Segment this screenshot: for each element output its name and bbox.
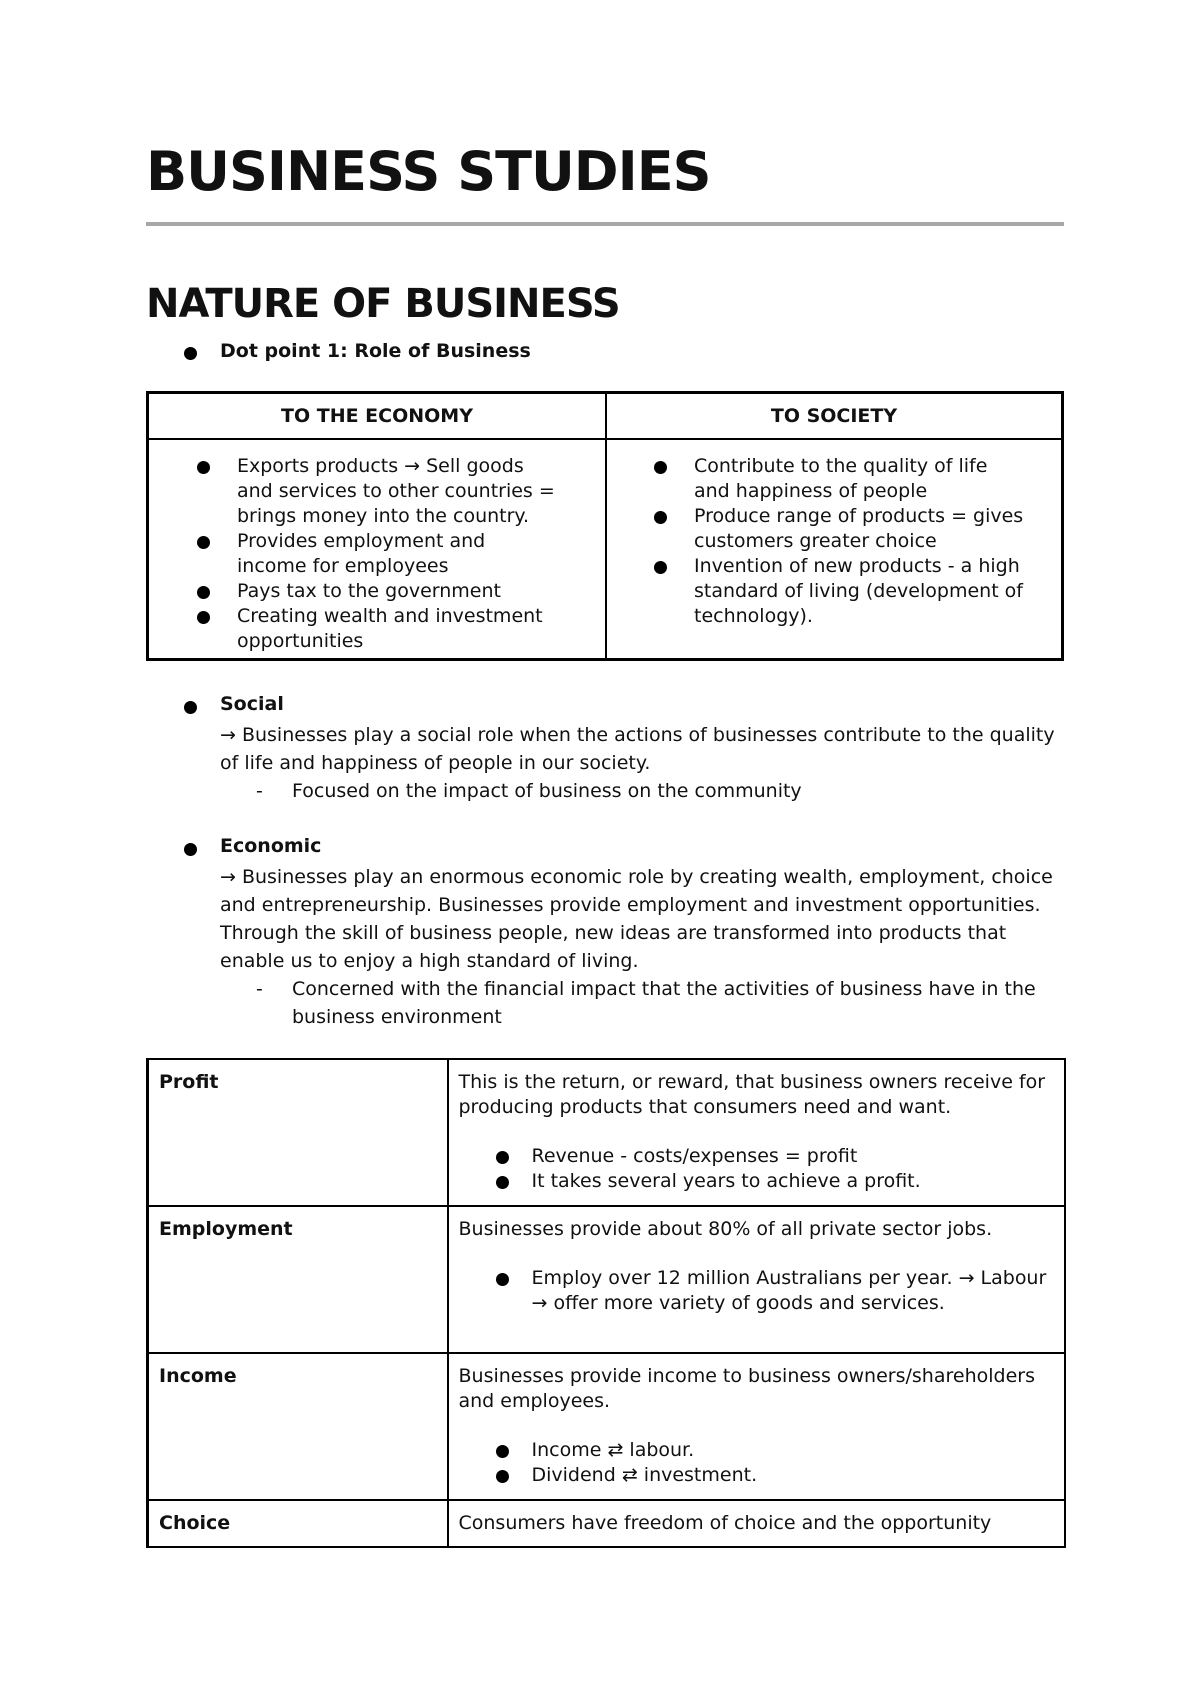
dash-marker: - [256, 978, 263, 1000]
bullet-icon [184, 843, 197, 856]
economy-item-text: Creating wealth and investment opportunities [237, 605, 543, 652]
dash-marker: - [256, 780, 263, 802]
economy-item-text: Provides employment and income for employees [237, 530, 486, 577]
society-item-text: Invention of new products - a high standard of living (development of technology). [694, 555, 1023, 627]
title-divider [146, 222, 1064, 226]
list-item [197, 529, 557, 579]
bullet-icon [197, 611, 210, 624]
society-item-text: Produce range of products = gives customers greater choice [694, 505, 1024, 552]
bullet-text: Revenue - costs/expenses = profit [531, 1145, 858, 1167]
economy-list [197, 454, 557, 654]
definition-text: This is the return, or reward, that business owners receive for producing products that consumers need and want. [458, 1071, 1046, 1118]
economic-description: → Businesses play an enormous economic role by creating wealth, employment, choice and entrepreneurship. Businesses provide employment and investment opportunities. Through the skill of business people, new ideas are transformed into products that enable us to enjoy a high standard of living. [220, 866, 1053, 972]
list-item [197, 579, 557, 604]
bullet-text: It takes several years to achieve a profit. [531, 1170, 921, 1192]
society-item-text: Contribute to the quality of life and happiness of people [694, 455, 988, 502]
definition-text: Consumers have freedom of choice and the opportunity [458, 1512, 992, 1534]
bullet-text: Income ⇄ labour. [531, 1439, 695, 1461]
document-title: BUSINESS STUDIES [146, 140, 711, 203]
definition-cell [448, 1059, 1065, 1206]
society-list [654, 454, 1024, 629]
bullet-text: Employ over 12 million Australians per year. → Labour → offer more variety of goods and services. [531, 1267, 1047, 1314]
table-row [148, 1059, 1065, 1206]
list-item [654, 554, 1024, 629]
definition-text: Businesses provide income to business owners/shareholders and employees. [458, 1365, 1035, 1412]
list-item [459, 1438, 1054, 1463]
sub-point-text: Concerned with the financial impact that the activities of business have in the business environment [292, 978, 1036, 1028]
definition-cell [448, 1500, 1065, 1547]
list-item [654, 504, 1024, 554]
definition-cell [448, 1206, 1065, 1353]
list-item [197, 454, 557, 529]
economic-heading: Economic [220, 835, 322, 857]
definition-text: Businesses provide about 80% of all private sector jobs. [458, 1218, 993, 1240]
bullet-icon [197, 461, 210, 474]
bullet-icon [654, 461, 667, 474]
bullet-icon [654, 511, 667, 524]
bullet-icon [654, 561, 667, 574]
bullet-icon [197, 536, 210, 549]
list-item [654, 454, 1024, 504]
bullet-list [459, 1438, 1054, 1488]
header-to-society: TO SOCIETY [770, 405, 898, 427]
economic-contributions-table [146, 1058, 1066, 1548]
social-description: → Businesses play a social role when the actions of businesses contribute to the quality of life and happiness of people in our society. [220, 724, 1055, 774]
bullet-text: Dividend ⇄ investment. [531, 1464, 758, 1486]
column-divider [605, 394, 607, 658]
list-item [459, 1144, 1054, 1169]
bullet-list [459, 1266, 1054, 1316]
bullet-icon [496, 1273, 509, 1286]
table-row [148, 1206, 1065, 1353]
bullet-icon [197, 586, 210, 599]
table-row [148, 1500, 1065, 1547]
bullet-icon [184, 347, 197, 360]
term-cell: Profit [148, 1059, 448, 1206]
list-item [197, 604, 557, 654]
section-title: NATURE OF BUSINESS [146, 281, 620, 327]
economy-item-text: Pays tax to the government [237, 580, 501, 602]
dot-point-label: Dot point 1: Role of Business [220, 340, 531, 362]
bullet-icon [496, 1151, 509, 1164]
table-row [148, 1353, 1065, 1500]
header-to-the-economy: TO THE ECONOMY [281, 405, 473, 427]
list-item [459, 1169, 1054, 1194]
term-cell: Income [148, 1353, 448, 1500]
bullet-icon [496, 1445, 509, 1458]
term-cell: Choice [148, 1500, 448, 1547]
sub-point-text: Focused on the impact of business on the community [292, 780, 802, 802]
bullet-icon [496, 1176, 509, 1189]
social-heading: Social [220, 693, 284, 715]
list-item [459, 1266, 1054, 1316]
economy-item-text: Exports products → Sell goods and services to other countries = brings money into the country. [237, 455, 555, 527]
bullet-icon [496, 1470, 509, 1483]
role-of-business-table [146, 391, 1064, 661]
list-item [459, 1463, 1054, 1488]
definition-cell [448, 1353, 1065, 1500]
bullet-icon [184, 701, 197, 714]
term-cell: Employment [148, 1206, 448, 1353]
bullet-list [459, 1144, 1054, 1194]
